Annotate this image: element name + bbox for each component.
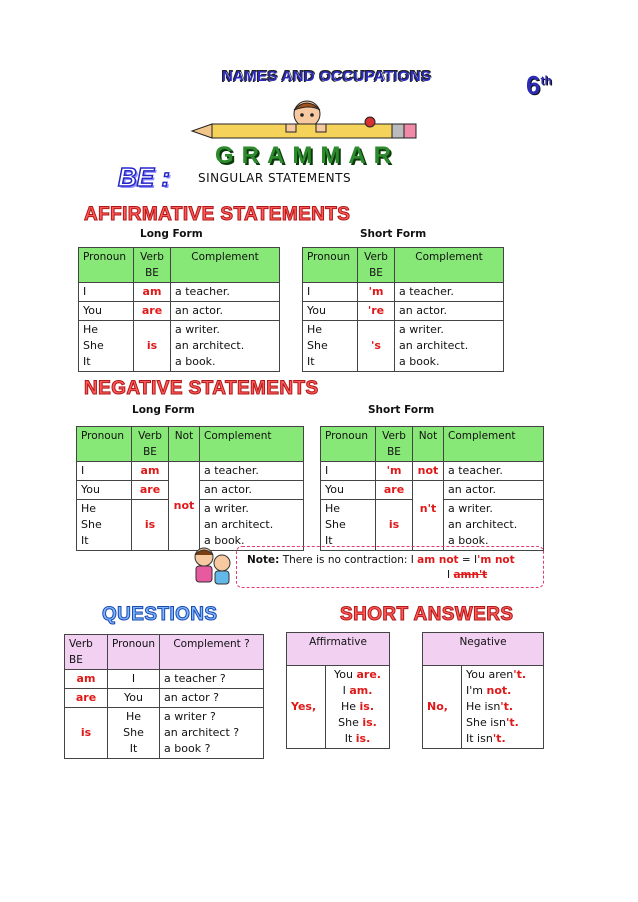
grammar-banner: GRAMMAR xyxy=(215,142,399,169)
neg-long-form-label: Long Form xyxy=(132,404,195,416)
be-label: BE : xyxy=(118,162,170,192)
complement-group: a writer. an architect. a book. xyxy=(200,500,304,551)
note-am-not: am not xyxy=(417,554,459,566)
note-text: There is no contraction: I xyxy=(282,554,414,566)
note-m-not: 'm not xyxy=(477,554,515,566)
contraction-note xyxy=(236,546,544,588)
pronoun-cell: I xyxy=(108,670,160,689)
header-cell: Pronoun xyxy=(108,635,160,670)
header-cell: Pronoun xyxy=(303,248,358,283)
complement-cell: a teacher. xyxy=(200,462,304,481)
not-cell: not xyxy=(169,462,200,551)
complement-group: a writer. an architect. a book. xyxy=(395,321,504,372)
complement-cell: an actor ? xyxy=(160,689,264,708)
note-line2-i: I xyxy=(447,569,451,581)
note-equals: = I xyxy=(461,554,478,566)
header-cell: Complement xyxy=(171,248,280,283)
header-cell: Complement ? xyxy=(160,635,264,670)
verb-cell: are xyxy=(376,481,413,500)
short-answers-affirmative-table xyxy=(286,632,390,749)
verb-cell: is xyxy=(65,708,108,759)
pronoun-cell: I xyxy=(79,283,134,302)
header-cell: Verb BE xyxy=(65,635,108,670)
affirmative-answers: You are. I am. He is. She is. It is. xyxy=(326,666,390,749)
verb-cell: are xyxy=(65,689,108,708)
header-cell: Verb BE xyxy=(132,427,169,462)
complement-group: a writer ? an architect ? a book ? xyxy=(160,708,264,759)
verb-cell: 'm xyxy=(358,283,395,302)
aff-short-form-label: Short Form xyxy=(360,228,427,240)
verb-cell: is xyxy=(132,500,169,551)
pronoun-cell: I xyxy=(321,462,376,481)
neg-short-table xyxy=(320,426,544,551)
verb-cell: is xyxy=(134,321,171,372)
pronoun-cell: You xyxy=(303,302,358,321)
complement-cell: a teacher ? xyxy=(160,670,264,689)
pronoun-cell: I xyxy=(303,283,358,302)
verb-cell: 're xyxy=(358,302,395,321)
verb-cell: are xyxy=(134,302,171,321)
verb-cell: am xyxy=(134,283,171,302)
pronoun-cell: I xyxy=(77,462,132,481)
header-cell: Complement xyxy=(395,248,504,283)
header-cell: Complement xyxy=(200,427,304,462)
complement-cell: an actor. xyxy=(200,481,304,500)
neg-long-table xyxy=(76,426,304,551)
aff-long-form-label: Long Form xyxy=(140,228,203,240)
header-cell: Pronoun xyxy=(321,427,376,462)
header-cell: Not xyxy=(169,427,200,462)
complement-group: a writer. an architect. a book. xyxy=(444,500,544,551)
header-cell: Affirmative xyxy=(287,633,390,666)
header-cell: Verb BE xyxy=(376,427,413,462)
questions-table xyxy=(64,634,264,759)
pronoun-group: He She It xyxy=(108,708,160,759)
header-cell: Pronoun xyxy=(79,248,134,283)
pronoun-cell: You xyxy=(79,302,134,321)
aff-long-table xyxy=(78,247,280,372)
pencil-kid-illustration xyxy=(190,98,420,146)
subtitle: SINGULAR STATEMENTS xyxy=(198,171,352,185)
pronoun-group: He She It xyxy=(79,321,134,372)
short-answers-negative-table xyxy=(422,632,544,749)
pronoun-group: He She It xyxy=(303,321,358,372)
verb-cell: am xyxy=(65,670,108,689)
note-amnt-crossed: amn't xyxy=(453,569,488,581)
complement-cell: an actor. xyxy=(395,302,504,321)
page-title: NAMES AND OCCUPATIONS xyxy=(222,68,432,85)
verb-cell: 'm xyxy=(376,462,413,481)
negative-heading: NEGATIVE STATEMENTS xyxy=(84,378,319,399)
not-cell: n't xyxy=(413,481,444,551)
complement-group: a writer. an architect. a book. xyxy=(171,321,280,372)
not-cell: not xyxy=(413,462,444,481)
questions-heading: QUESTIONS xyxy=(102,604,218,625)
verb-cell: are xyxy=(132,481,169,500)
header-cell: Not xyxy=(413,427,444,462)
complement-cell: an actor. xyxy=(171,302,280,321)
verb-cell: 's xyxy=(358,321,395,372)
negative-answers: You aren't. I'm not. He isn't. She isn't. It isn't. xyxy=(462,666,544,749)
pronoun-group: He She It xyxy=(321,500,376,551)
neg-short-form-label: Short Form xyxy=(368,404,435,416)
header-cell: Verb BE xyxy=(358,248,395,283)
aff-short-table xyxy=(302,247,504,372)
pronoun-group: He She It xyxy=(77,500,132,551)
header-cell: Pronoun xyxy=(77,427,132,462)
short-answers-heading: SHORT ANSWERS xyxy=(340,604,514,625)
yes-label: Yes, xyxy=(287,666,326,749)
verb-cell: is xyxy=(376,500,413,551)
complement-cell: a teacher. xyxy=(395,283,504,302)
affirmative-heading: AFFIRMATIVE STATEMENTS xyxy=(84,204,351,225)
no-label: No, xyxy=(423,666,462,749)
verb-cell: am xyxy=(132,462,169,481)
pronoun-cell: You xyxy=(321,481,376,500)
header-cell: Negative xyxy=(423,633,544,666)
pronoun-cell: You xyxy=(108,689,160,708)
pronoun-cell: You xyxy=(77,481,132,500)
note-label: Note: xyxy=(247,554,280,566)
kids-illustration xyxy=(190,545,234,587)
complement-cell: a teacher. xyxy=(444,462,544,481)
complement-cell: an actor. xyxy=(444,481,544,500)
header-cell: Verb BE xyxy=(134,248,171,283)
complement-cell: a teacher. xyxy=(171,283,280,302)
grade-label: 6th xyxy=(526,70,552,100)
header-cell: Complement xyxy=(444,427,544,462)
